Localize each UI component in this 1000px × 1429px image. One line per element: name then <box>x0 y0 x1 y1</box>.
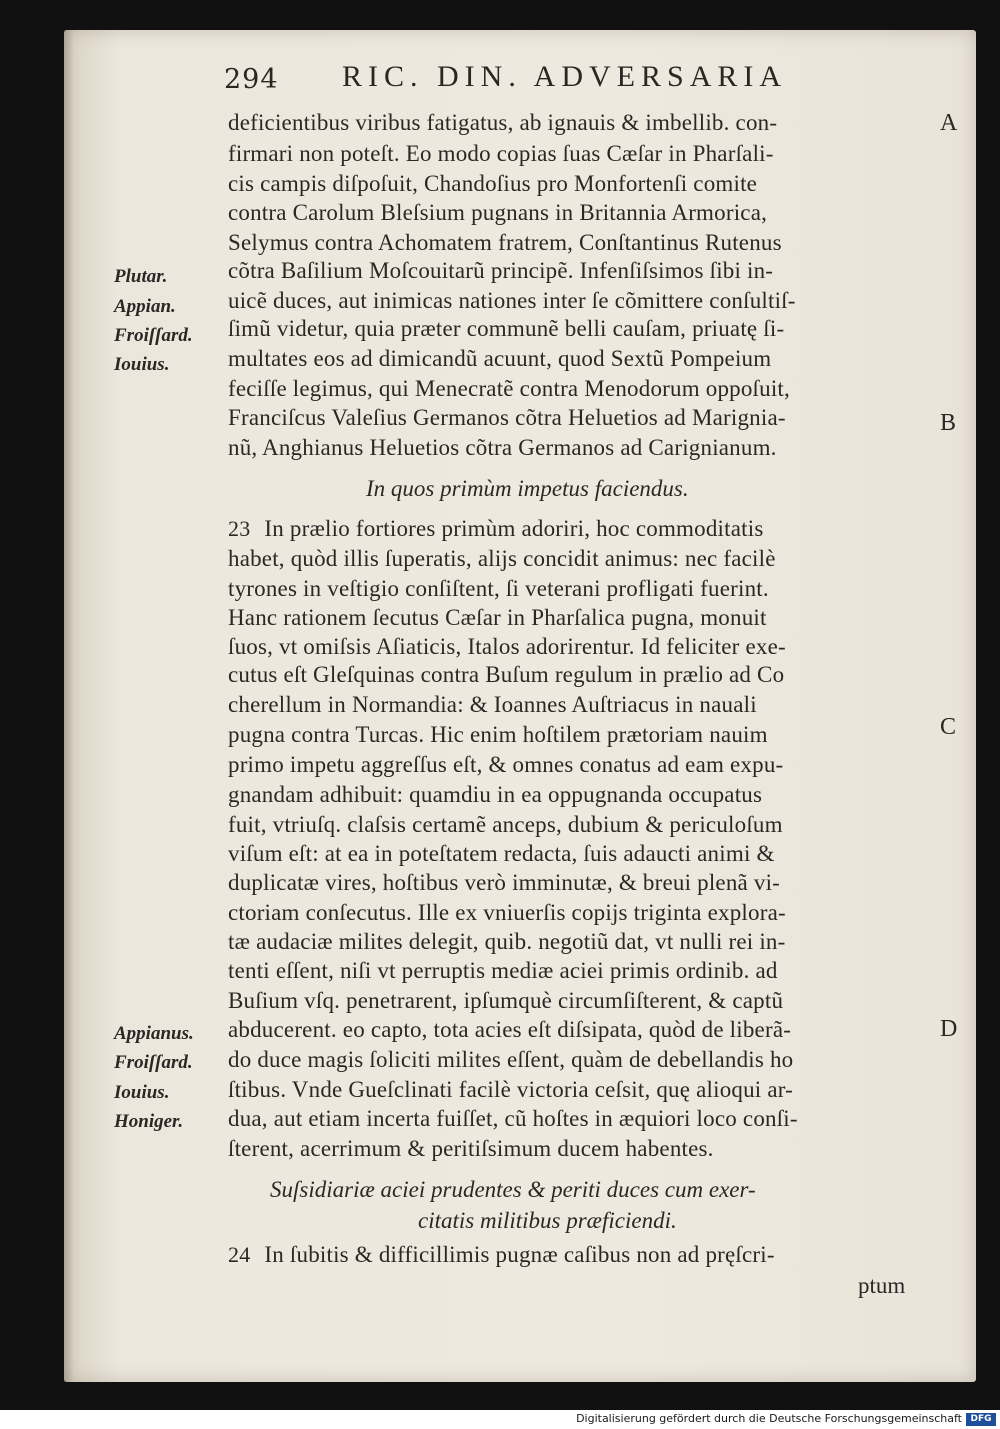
text-line: habet, quòd illis ſuperatis, alijs concidit animus: nec facilè <box>228 546 776 571</box>
section-heading: citatis militibus præficiendi. <box>418 1208 677 1233</box>
text-line: viſum eſt: at ea in poteſtatem redacta, ſuis adaucti animi & <box>228 841 775 866</box>
text-line: tyrones in veſtigio conſiſtent, ſi veterani profligati fuerint. <box>228 576 769 601</box>
section-number: 24 <box>228 1242 251 1267</box>
margin-note: Iouius. <box>114 1082 170 1103</box>
text-line: ſtibus. Vnde Gueſclinati facilè victoria ceſsit, quę alioqui ar- <box>228 1077 794 1102</box>
section-number: 23 <box>228 516 251 541</box>
text-line: Franciſcus Valeſius Germanos cõtra Heluetios ad Marignia- <box>228 405 786 430</box>
text-line-content: In prælio fortiores primùm adoriri, hoc commoditatis <box>264 516 764 541</box>
running-title: RIC. DIN. ADVERSARIA <box>342 60 788 93</box>
text-line: Selymus contra Achomatem fratrem, Conſtantinus Rutenus <box>228 230 782 255</box>
text-line: cutus eſt Gleſquinas contra Buſum regulum in prælio ad Co <box>228 662 785 687</box>
text-line: tæ audaciæ milites delegit, quib. negotiũ dat, vt nulli rei in- <box>228 929 786 954</box>
section-letter: B <box>940 410 957 436</box>
text-line: nũ, Anghianus Heluetios cõtra Germanos ad Carignianum. <box>228 435 777 460</box>
text-line: deficientibus viribus fatigatus, ab ignauis & imbellib. con- <box>228 110 778 135</box>
text-line: uicẽ duces, aut inimicas nationes inter ſe cõmittere conſultiſ- <box>228 288 796 313</box>
margin-note: Plutar. <box>114 266 168 287</box>
text-line: ſterent, acerrimum & peritiſsimum ducem habentes. <box>228 1136 714 1161</box>
text-line: fuit, vtriuſq. claſsis certamẽ anceps, dubium & periculoſum <box>228 812 783 837</box>
text-line-content: In ſubitis & difficillimis pugnæ caſibus non ad pręſcri- <box>264 1242 775 1267</box>
text-line: feciſſe legimus, qui Menecratẽ contra Menodorum oppoſuit, <box>228 376 790 401</box>
margin-note: Appian. <box>114 296 176 317</box>
text-line <box>228 1242 775 1268</box>
text-line: contra Carolum Bleſsium pugnans in Britannia Armorica, <box>228 200 768 225</box>
text-line: ctoriam conſecutus. Ille ex vniuerſis copijs triginta explora- <box>228 900 786 925</box>
text-line: do duce magis ſoliciti milites eſſent, quàm de debellandis ho <box>228 1047 794 1072</box>
text-line: tenti eſſent, niſi vt perruptis mediæ aciei primis ordinib. ad <box>228 958 778 983</box>
text-line: cis campis diſpoſuit, Chandoſius pro Monfortenſi comite <box>228 171 758 196</box>
dfg-logo: DFG <box>966 1413 996 1426</box>
section-heading: Suſsidiariæ aciei prudentes & periti duces cum exer- <box>270 1177 756 1202</box>
section-letter: A <box>940 110 958 136</box>
text-line: multates eos ad dimicandũ acuunt, quod Sextũ Pompeium <box>228 346 772 371</box>
catchword: ptum <box>858 1273 906 1298</box>
text-line: firmari non poteſt. Eo modo copias ſuas Cæſar in Pharſali- <box>228 141 774 166</box>
section-letter: C <box>940 714 957 740</box>
margin-note: Froiſſard. <box>114 325 193 346</box>
text-line: abducerent. eo capto, tota acies eſt diſsipata, quòd de liberã- <box>228 1017 792 1042</box>
text-line: ſimũ videtur, quia præter communẽ belli cauſam, priuatę ſi- <box>228 316 785 341</box>
section-letter: D <box>940 1016 958 1042</box>
text-line: primo impetu aggreſſus eſt, & omnes conatus ad eam expu- <box>228 752 784 777</box>
text-line: pugna contra Turcas. Hic enim hoſtilem prætoriam nauim <box>228 722 768 747</box>
margin-note: Froiſſard. <box>114 1052 193 1073</box>
text-line: gnandam adhibuit: quamdiu in ea oppugnanda occupatus <box>228 782 763 807</box>
text-line: cõtra Baſilium Moſcouitarũ principẽ. Infenſiſsimos ſibi in- <box>228 258 774 283</box>
text-line: Hanc rationem ſecutus Cæſar in Pharſalica pugna, monuit <box>228 605 767 630</box>
margin-note: Iouius. <box>114 354 170 375</box>
text-line: Buſium vſq. penetrarent, ipſumquè circumſiſterent, & captũ <box>228 988 784 1013</box>
section-heading: In quos primùm impetus faciendus. <box>366 476 689 501</box>
footer-bar <box>0 1410 1000 1429</box>
page-number: 294 <box>224 64 279 95</box>
text-line: ſuos, vt omiſsis Aſiaticis, Italos adorirentur. Id feliciter exe- <box>228 634 786 659</box>
footer-credit: Digitalisierung gefördert durch die Deutsche Forschungsgemeinschaft <box>576 1412 962 1425</box>
margin-note: Honiger. <box>114 1111 184 1132</box>
margin-note: Appianus. <box>114 1023 194 1044</box>
text-line <box>228 516 763 542</box>
text-line: cherellum in Normandia: & Ioannes Auſtriacus in nauali <box>228 692 757 717</box>
text-line: dua, aut etiam incerta fuiſſet, cũ hoſtes in æquiori loco conſi- <box>228 1106 798 1131</box>
text-line: duplicatæ vires, hoſtibus verò imminutæ, & breui plenã vi- <box>228 870 781 895</box>
